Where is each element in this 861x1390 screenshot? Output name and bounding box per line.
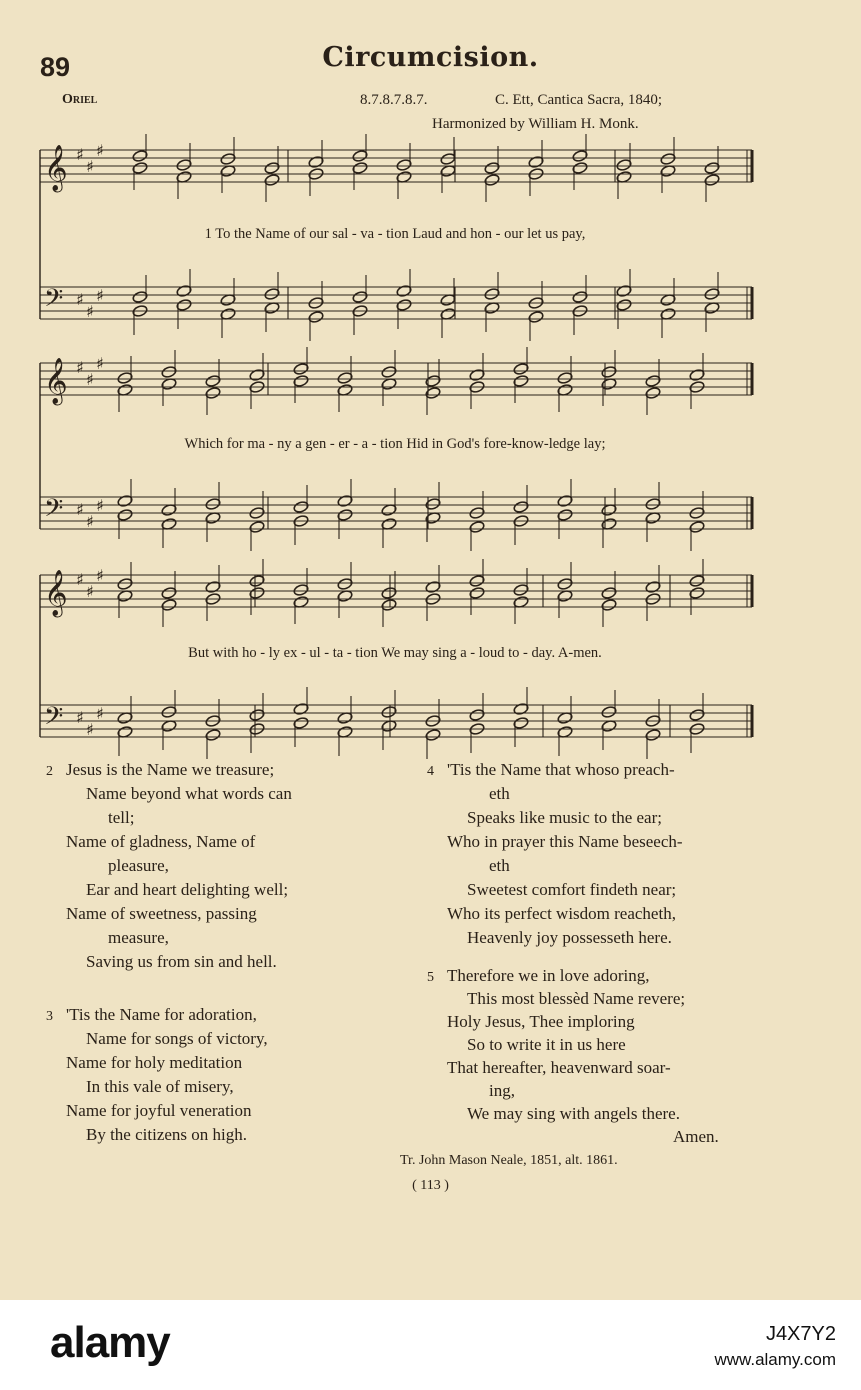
- verse-line: Name of gladness, Name of: [66, 832, 256, 851]
- verse-line: Name for joyful veneration: [66, 1101, 252, 1120]
- treble-clef-icon: 𝄞: [44, 570, 68, 616]
- verse-line: 'Tis the Name that whoso preach-: [447, 760, 675, 779]
- verse-line: That hereafter, heavenward soar-: [447, 1058, 671, 1077]
- page-number: ( 113 ): [412, 1178, 449, 1193]
- verse-line: Who in prayer this Name beseech-: [447, 832, 683, 851]
- sharp-icon: ♯: [86, 582, 94, 601]
- verse-line: measure,: [108, 928, 169, 947]
- verse-line: Heavenly joy possesseth here.: [467, 928, 672, 947]
- verse-line: eth: [489, 856, 510, 875]
- verse-number: 4: [427, 764, 434, 779]
- sharp-icon: ♯: [76, 358, 84, 377]
- tune-name: Oriel: [62, 92, 98, 107]
- verse-line: So to write it in us here: [467, 1035, 626, 1054]
- verse-line: Who its perfect wisdom reacheth,: [447, 904, 676, 923]
- verse-line: Name for songs of victory,: [86, 1029, 268, 1048]
- sharp-icon: ♯: [96, 496, 104, 515]
- verse-line: eth: [489, 784, 510, 803]
- verse-line: Name of sweetness, passing: [66, 904, 257, 923]
- sharp-icon: ♯: [96, 704, 104, 723]
- verse-number: 2: [46, 764, 53, 779]
- lyric-line: Which for ma - ny a gen - er - a - tion Hid in God's fore-know-ledge lay;: [184, 436, 606, 452]
- bass-clef-icon: 𝄢: [44, 702, 64, 737]
- verse-line: Saving us from sin and hell.: [86, 952, 277, 971]
- lyric-line: 1 To the Name of our sal - va - tion Laud and hon - our let us pay,: [204, 226, 586, 242]
- sharp-icon: ♯: [96, 141, 104, 160]
- verse-line: Name for holy meditation: [66, 1053, 243, 1072]
- sharp-icon: ♯: [76, 290, 84, 309]
- verse-number: 5: [427, 970, 434, 985]
- verse-line: Ear and heart delighting well;: [86, 880, 289, 899]
- sharp-icon: ♯: [86, 302, 94, 321]
- meter: 8.7.8.7.8.7.: [360, 92, 428, 108]
- treble-clef-icon: 𝄞: [44, 145, 68, 191]
- hymn-number: 89: [40, 52, 71, 82]
- composer-credit: C. Ett, Cantica Sacra, 1840;: [495, 92, 663, 108]
- sharp-icon: ♯: [96, 286, 104, 305]
- sharp-icon: ♯: [76, 708, 84, 727]
- stock-url: www.alamy.com: [714, 1350, 836, 1369]
- verse-line: Name beyond what words can: [86, 784, 292, 803]
- bass-clef-icon: 𝄢: [44, 284, 64, 319]
- verse-line: This most blessèd Name revere;: [467, 989, 686, 1008]
- harmonizer-credit: Harmonized by William H. Monk.: [432, 116, 639, 132]
- verse-line: 'Tis the Name for adoration,: [66, 1005, 257, 1024]
- verse-line: In this vale of misery,: [86, 1077, 234, 1096]
- verse-line: Therefore we in love adoring,: [447, 966, 650, 985]
- sharp-icon: ♯: [76, 500, 84, 519]
- sharp-icon: ♯: [86, 512, 94, 531]
- verse-line: Sweetest comfort findeth near;: [467, 880, 677, 899]
- bass-clef-icon: 𝄢: [44, 494, 64, 529]
- verse-line: Amen.: [673, 1127, 719, 1146]
- verse-line: tell;: [108, 808, 135, 827]
- hymn-title: Circumcision.: [322, 42, 539, 73]
- verse-line: By the citizens on high.: [86, 1125, 248, 1144]
- sharp-icon: ♯: [76, 145, 84, 164]
- verse-line: Holy Jesus, Thee imploring: [447, 1012, 635, 1031]
- verse-number: 3: [46, 1009, 53, 1024]
- verse-line: Speaks like music to the ear;: [467, 808, 662, 827]
- verse-line: ing,: [489, 1081, 515, 1100]
- translator-attribution: Tr. John Mason Neale, 1851, alt. 1861.: [400, 1153, 618, 1168]
- sharp-icon: ♯: [86, 720, 94, 739]
- stock-logo: alamy: [50, 1318, 170, 1367]
- verse-line: We may sing with angels there.: [467, 1104, 680, 1123]
- sharp-icon: ♯: [96, 354, 104, 373]
- verse-line: Jesus is the Name we treasure;: [66, 760, 275, 779]
- sharp-icon: ♯: [86, 157, 94, 176]
- lyric-line: But with ho - ly ex - ul - ta - tion We may sing a - loud to - day. A-men.: [188, 645, 602, 661]
- sharp-icon: ♯: [76, 570, 84, 589]
- stock-image-id: J4X7Y2: [765, 1323, 836, 1345]
- sharp-icon: ♯: [96, 566, 104, 585]
- sharp-icon: ♯: [86, 370, 94, 389]
- verse-line: pleasure,: [108, 856, 169, 875]
- treble-clef-icon: 𝄞: [44, 358, 68, 404]
